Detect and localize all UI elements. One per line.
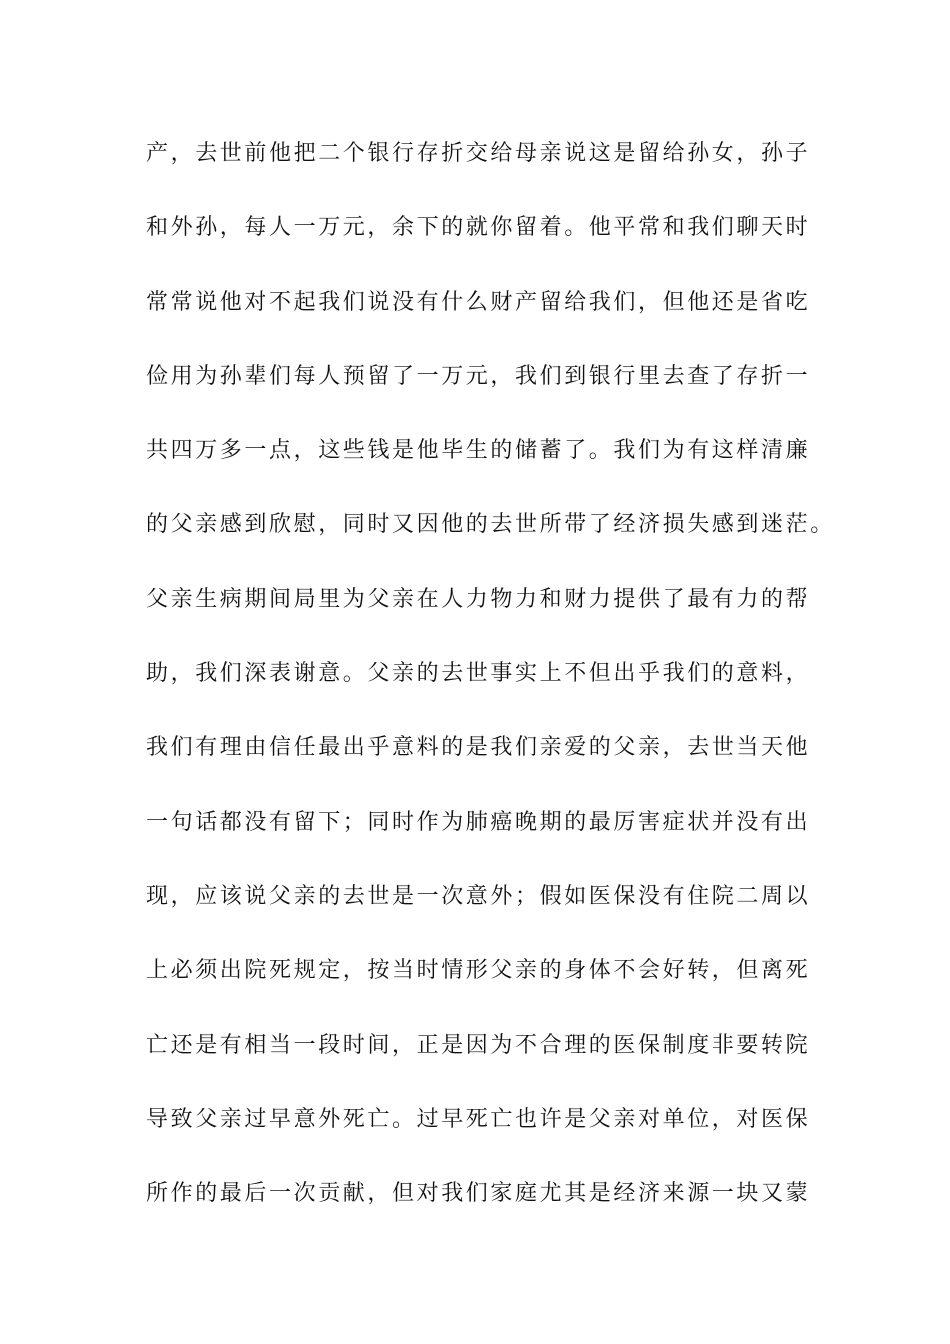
text-line: 现，应该说父亲的去世是一次意外；假如医保没有住院二周以: [146, 883, 811, 909]
text-line: 我们有理由信任最出乎意料的是我们亲爱的父亲，去世当天他: [146, 735, 811, 761]
text-line: 俭用为孙辈们每人预留了一万元，我们到银行里去查了存折一: [146, 363, 811, 389]
text-line: 所作的最后一次贡献，但对我们家庭尤其是经济来源一块又蒙: [146, 1181, 811, 1207]
text-line: 共四万多一点，这些钱是他毕生的储蓄了。我们为有这样清廉: [146, 438, 811, 464]
text-line: 父亲生病期间局里为父亲在人力物力和财力提供了最有力的帮: [146, 586, 811, 612]
text-line: 导致父亲过早意外死亡。过早死亡也许是父亲对单位，对医保: [146, 1106, 811, 1132]
text-line: 常常说他对不起我们说没有什么财产留给我们，但他还是省吃: [146, 289, 811, 315]
body-text: [146, 132, 835, 1246]
text-line: 的父亲感到欣慰，同时又因他的去世所带了经济损失感到迷茫。: [146, 512, 835, 538]
text-line: 产，去世前他把二个银行存折交给母亲说这是留给孙女，孙子: [146, 141, 811, 166]
text-line: 和外孙，每人一万元，余下的就你留着。他平常和我们聊天时: [146, 215, 811, 241]
text-line: 亡还是有相当一段时间，正是因为不合理的医保制度非要转院: [146, 1032, 811, 1058]
text-line: 助，我们深表谢意。父亲的去世事实上不但出乎我们的意料，: [146, 661, 811, 687]
text-line: 上必须出院死规定，按当时情形父亲的身体不会好转，但离死: [146, 958, 811, 984]
text-line: 一句话都没有留下；同时作为肺癌晚期的最厉害症状并没有出: [146, 809, 811, 835]
